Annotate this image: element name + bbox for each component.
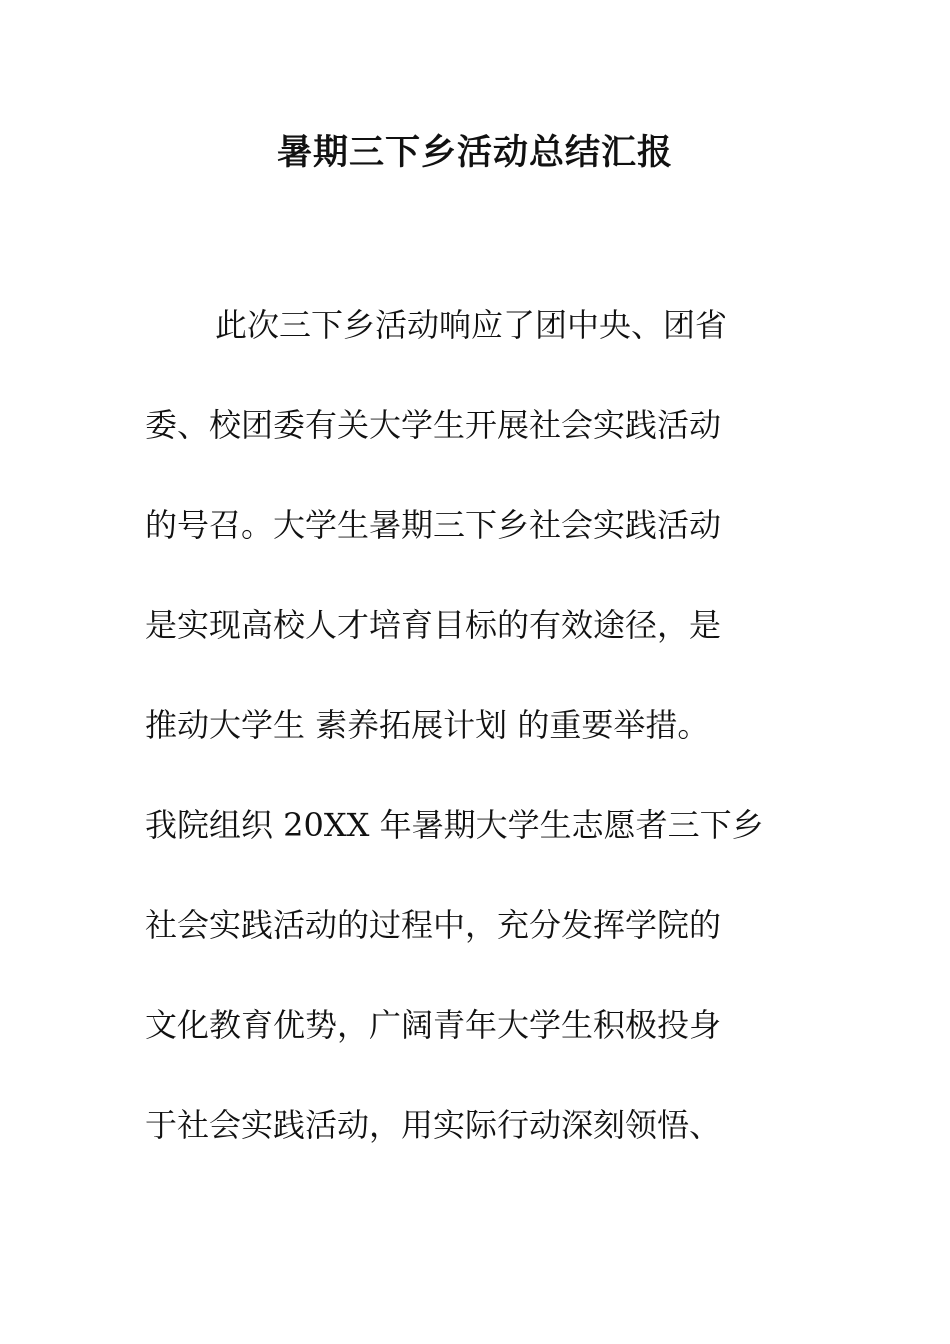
body-line: 推动大学生 素养拓展计划 的重要举措。: [145, 706, 710, 744]
document-title: 暑期三下乡活动总结汇报: [276, 132, 673, 173]
body-line: 社会实践活动的过程中，充分发挥学院的: [145, 906, 722, 944]
body-line: 的号召。大学生暑期三下乡社会实践活动: [145, 506, 722, 544]
body-line: 于社会实践活动，用实际行动深刻领悟、: [145, 1106, 722, 1144]
body-line: 文化教育优势，广阔青年大学生积极投身: [145, 1006, 722, 1044]
body-line: 此次三下乡活动响应了团中央、团省: [215, 306, 728, 344]
body-line: 是实现高校人才培育目标的有效途径，是: [145, 606, 722, 644]
body-line: 我院组织 20XX 年暑期大学生志愿者三下乡: [145, 806, 764, 844]
document-body: [145, 300, 825, 1200]
body-line: 委、校团委有关大学生开展社会实践活动: [145, 406, 722, 444]
